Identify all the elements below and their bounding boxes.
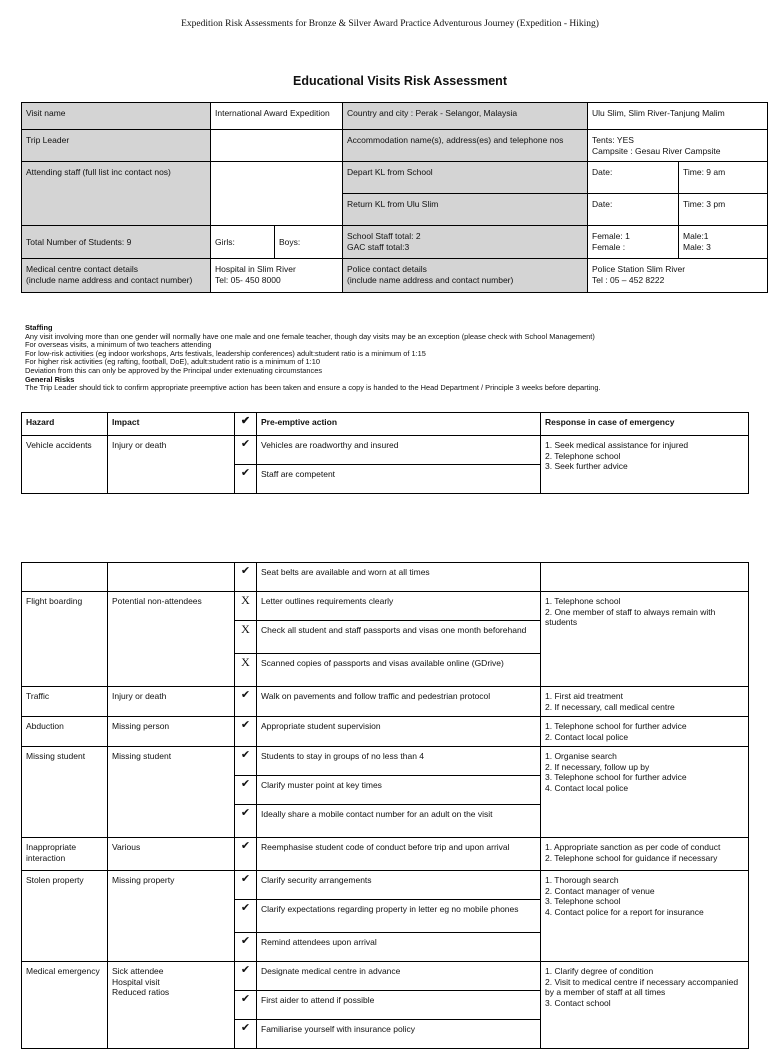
girls-label: Girls: [211,226,275,259]
response-cell: 1. First aid treatment 2. If necessary, call medical centre [541,687,749,717]
page-title: Educational Visits Risk Assessment [293,74,507,88]
response-header: Response in case of emergency [541,413,749,436]
staffing-line: For overseas visits, a minimum of two teachers attending [25,340,212,350]
police-contact-value: Police Station Slim River Tel : 05 – 452 8222 [588,259,768,293]
cross-icon: X [235,592,257,621]
staffing-line: For higher risk activities (eg rafting, football, DoE), adult:student ratio is a minimum of 1:10 [25,357,320,367]
impact-cell: Injury or death [108,687,235,717]
hazard-cell: Medical emergency [22,962,108,1049]
tick-icon: ✔ [235,687,257,717]
hazard-header: Hazard [22,413,108,436]
impact-cell [108,563,235,592]
medical-centre-label: Medical centre contact details (include name address and contact number) [22,259,211,293]
risk-table-body [22,436,749,494]
tick-icon: ✔ [235,465,257,494]
action-cell: Appropriate student supervision [257,717,541,747]
depart-date: Date: [588,162,679,194]
hazard-cell: Flight boarding [22,592,108,687]
impact-cell: Missing student [108,747,235,838]
tick-icon: ✔ [235,717,257,747]
staffing-line: Any visit involving more than one gender will normally have one male and one female teacher, though day visits may be an exception (please check with School Management) [25,331,595,341]
visit-name-value: International Award Expedition [211,103,343,130]
tick-icon: ✔ [235,933,257,962]
hazard-cell: Missing student [22,747,108,838]
risk-table-continued [21,562,749,1049]
hazard-cell: Inappropriate interaction [22,838,108,871]
tick-icon: ✔ [235,1020,257,1049]
action-cell: Students to stay in groups of no less than 4 [257,747,541,776]
response-cell [541,563,749,592]
tick-icon: ✔ [235,838,257,871]
tick-header-icon: ✔ [235,413,257,436]
action-cell: Remind attendees upon arrival [257,933,541,962]
tick-icon: ✔ [235,436,257,465]
total-students-label: Total Number of Students: 9 [22,226,211,259]
tick-icon: ✔ [235,776,257,805]
tick-icon: ✔ [235,871,257,900]
general-risks-line: The Trip Leader should tick to confirm appropriate preemptive action has been taken and ensure a copy is handed to the Head Department / Principle 3 weeks before departing. [25,383,601,393]
action-cell: First aider to attend if possible [257,991,541,1020]
staffing-line: For low-risk activities (eg indoor workshops, Arts festivals, leadership conferences) adult:student ratio is a minimum of 1:15 [25,348,426,358]
male-count: Male:1 Male: 3 [679,226,768,259]
impact-cell: Potential non-attendees [108,592,235,687]
tick-icon: ✔ [235,900,257,933]
response-cell: 1. Clarify degree of condition 2. Visit to medical centre if necessary accompanied by a member of staff at all times 3. Contact school [541,962,749,1049]
impact-cell: Injury or death [108,436,235,494]
trip-leader-label: Trip Leader [22,130,211,162]
response-cell: 1. Thorough search 2. Contact manager of venue 3. Telephone school 4. Contact police for a report for insurance [541,871,749,962]
impact-header: Impact [108,413,235,436]
impact-cell: Sick attendee Hospital visit Reduced ratios [108,962,235,1049]
action-cell: Clarify muster point at key times [257,776,541,805]
attending-staff-value [211,162,343,226]
hazard-cell: Stolen property [22,871,108,962]
table-row [22,687,749,717]
table-row [22,838,749,871]
visit-info-table [21,102,768,293]
table-row [22,717,749,747]
accommodation-value: Tents: YES Campsite : Gesau River Campsite [588,130,768,162]
hazard-cell: Abduction [22,717,108,747]
tick-icon: ✔ [235,747,257,776]
action-cell: Letter outlines requirements clearly [257,592,541,621]
depart-time: Time: 9 am [679,162,768,194]
action-cell: Clarify expectations regarding property in letter eg no mobile phones [257,900,541,933]
attending-staff-label: Attending staff (full list inc contact nos) [22,162,211,226]
staff-total: School Staff total: 2 GAC staff total:3 [343,226,588,259]
action-cell: Designate medical centre in advance [257,962,541,991]
action-header: Pre-emptive action [257,413,541,436]
visit-name-label: Visit name [22,103,211,130]
action-cell: Ideally share a mobile contact number for an adult on the visit [257,805,541,838]
action-cell: Scanned copies of passports and visas available online (GDrive) [257,654,541,687]
hazard-cell [22,563,108,592]
impact-cell: Missing person [108,717,235,747]
impact-cell: Missing property [108,871,235,962]
action-cell: Vehicles are roadworthy and insured [257,436,541,465]
action-cell: Walk on pavements and follow traffic and pedestrian protocol [257,687,541,717]
cross-icon: X [235,654,257,687]
response-cell: 1. Telephone school 2. One member of staff to always remain with students [541,592,749,687]
hazard-cell: Vehicle accidents [22,436,108,494]
return-label: Return KL from Ulu Slim [343,194,588,226]
response-cell: 1. Telephone school for further advice 2. Contact local police [541,717,749,747]
medical-centre-value: Hospital in Slim River Tel: 05- 450 8000 [211,259,343,293]
staffing-heading: Staffing [25,323,53,332]
staffing-line: Deviation from this can only be approved by the Principal under extenuating circumstances [25,365,323,375]
country-value: Ulu Slim, Slim River-Tanjung Malim [588,103,768,130]
action-cell: Staff are competent [257,465,541,494]
depart-label: Depart KL from School [343,162,588,194]
action-cell: Check all student and staff passports and visas one month beforehand [257,621,541,654]
action-cell: Seat belts are available and worn at all times [257,563,541,592]
trip-leader-value [211,130,343,162]
table-row [22,747,749,776]
return-time: Time: 3 pm [679,194,768,226]
action-cell: Reemphasise student code of conduct before trip and upon arrival [257,838,541,871]
female-count: Female: 1 Female : [588,226,679,259]
tick-icon: ✔ [235,962,257,991]
response-cell: 1. Seek medical assistance for injured 2. Telephone school 3. Seek further advice [541,436,749,494]
tick-icon: ✔ [235,563,257,592]
impact-cell: Various [108,838,235,871]
accommodation-label: Accommodation name(s), address(es) and telephone nos [343,130,588,162]
risk-table-body [22,563,749,1049]
table-row [22,592,749,621]
table-row [22,871,749,900]
tick-icon: ✔ [235,991,257,1020]
police-contact-label: Police contact details (include name address and contact number) [343,259,588,293]
tick-icon: ✔ [235,805,257,838]
response-cell: 1. Appropriate sanction as per code of conduct 2. Telephone school for guidance if necessary [541,838,749,871]
boys-label: Boys: [275,226,343,259]
table-row [22,962,749,991]
hazard-cell: Traffic [22,687,108,717]
table-row [22,563,749,592]
country-label: Country and city : Perak - Selangor, Malaysia [343,103,588,130]
response-cell: 1. Organise search 2. If necessary, follow up by 3. Telephone school for further advice 4. Contact local police [541,747,749,838]
general-risks-heading: General Risks [25,374,75,384]
risk-table [21,412,749,494]
cross-icon: X [235,621,257,654]
staffing-notes [25,324,760,393]
return-date: Date: [588,194,679,226]
action-cell: Clarify security arrangements [257,871,541,900]
document-header: Expedition Risk Assessments for Bronze & Silver Award Practice Adventurous Journey (Expedition - Hiking) [181,19,599,29]
action-cell: Familiarise yourself with insurance policy [257,1020,541,1049]
table-row [22,436,749,465]
